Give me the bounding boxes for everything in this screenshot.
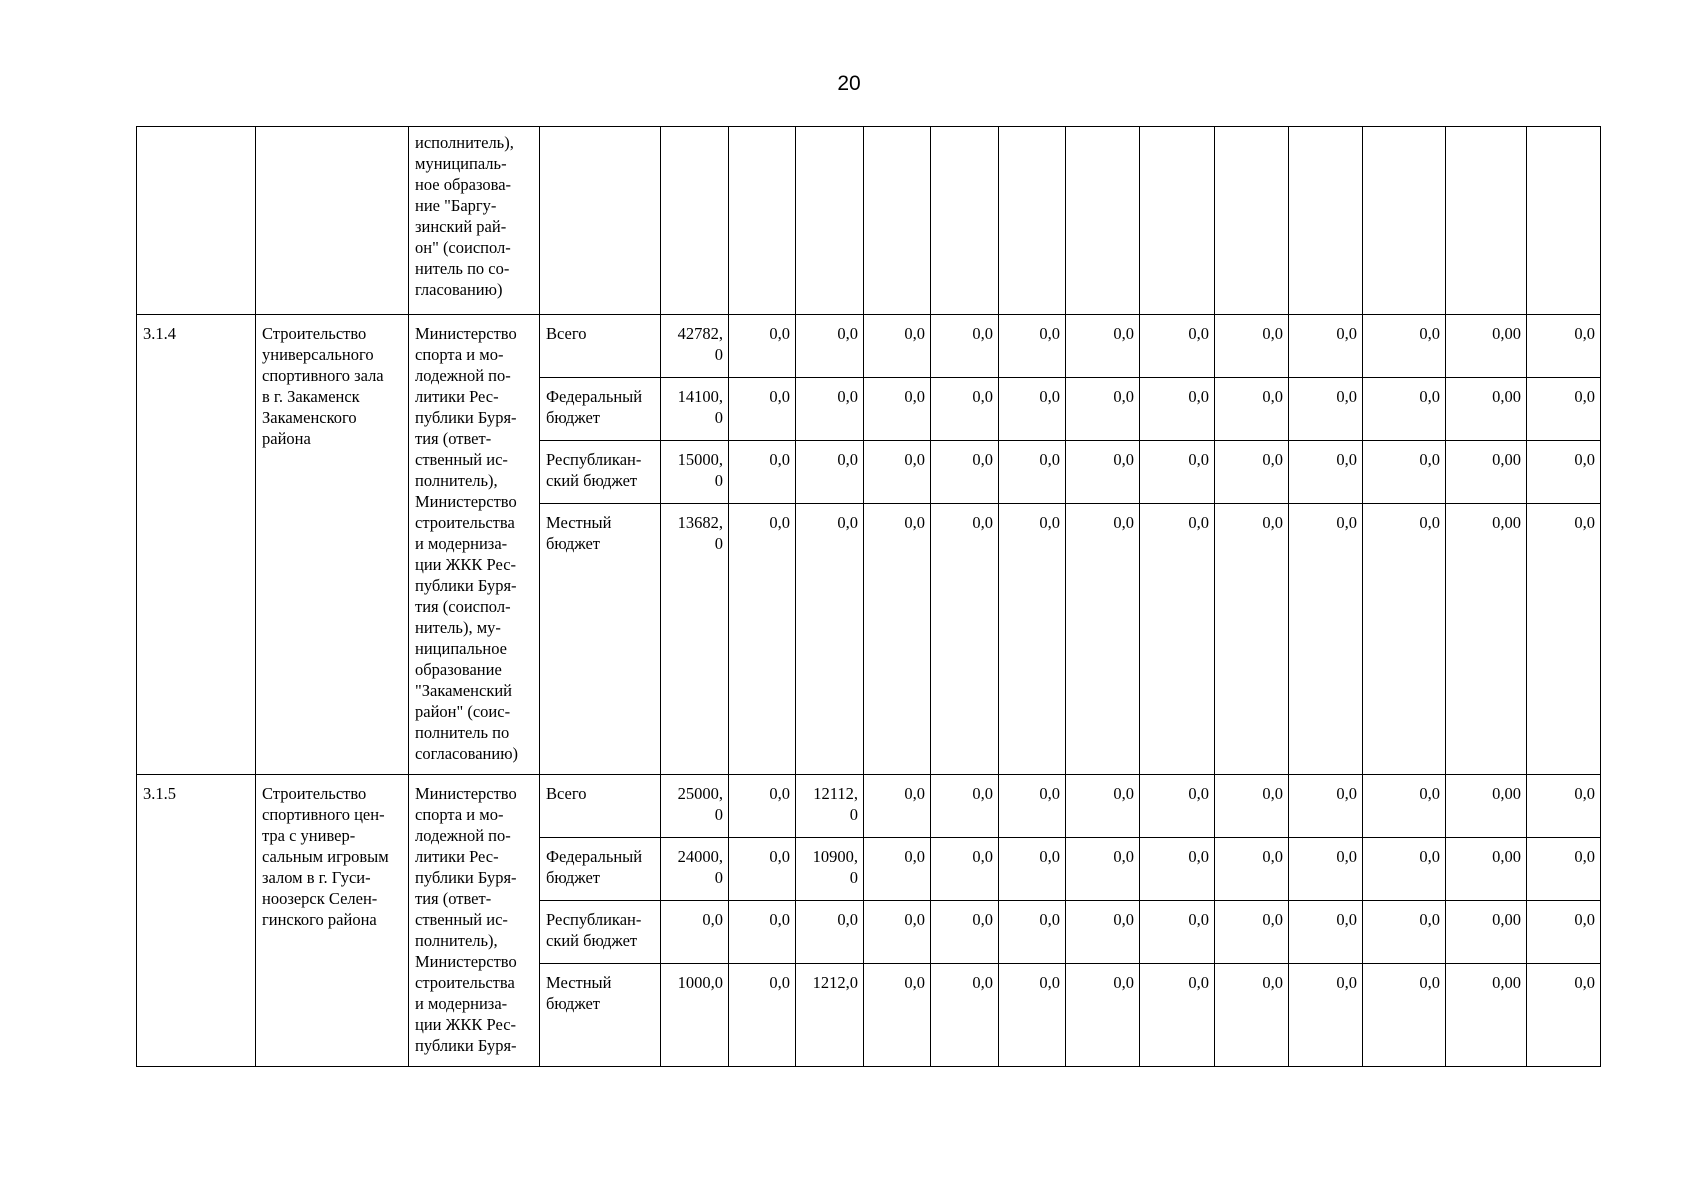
value-cell: 0,0 xyxy=(1140,441,1215,504)
value-cell: 0,0 xyxy=(1215,775,1289,838)
value-cell: 0,0 xyxy=(999,838,1066,901)
value-cell: 0,0 xyxy=(864,838,931,901)
value-cell: 0,0 xyxy=(1066,504,1140,775)
value-cell: 0,0 xyxy=(1066,838,1140,901)
value-cell: 0,0 xyxy=(1215,441,1289,504)
value-cell: 0,0 xyxy=(1066,378,1140,441)
value-cell: 0,0 xyxy=(1215,964,1289,1067)
table-row xyxy=(137,775,1601,838)
value-cell: 0,0 xyxy=(864,775,931,838)
value-cell: 0,0 xyxy=(931,838,999,901)
funding-source: Федеральный бюджет xyxy=(540,838,661,901)
value-cell: 0,0 xyxy=(1363,315,1446,378)
value-cell: 0,0 xyxy=(1140,838,1215,901)
budget-table xyxy=(136,126,1601,1067)
value-cell: 0,0 xyxy=(999,504,1066,775)
empty-cell xyxy=(1215,127,1289,315)
value-cell: 0,0 xyxy=(796,901,864,964)
value-cell: 0,0 xyxy=(1289,504,1363,775)
empty-cell xyxy=(931,127,999,315)
value-cell: 0,00 xyxy=(1446,838,1527,901)
value-cell: 0,0 xyxy=(1527,441,1601,504)
value-cell: 0,0 xyxy=(1066,315,1140,378)
value-cell: 0,0 xyxy=(796,441,864,504)
value-cell: 0,0 xyxy=(864,504,931,775)
item-code: 3.1.4 xyxy=(137,315,256,775)
funding-source: Республикан- ский бюджет xyxy=(540,901,661,964)
value-cell: 0,0 xyxy=(864,315,931,378)
value-cell: 0,0 xyxy=(1289,315,1363,378)
value-cell: 0,0 xyxy=(1066,901,1140,964)
value-cell: 0,0 xyxy=(931,901,999,964)
item-name: Строительство универсального спортивного зала в г. Закаменск Закаменского района xyxy=(256,315,409,775)
funding-source: Местный бюджет xyxy=(540,504,661,775)
value-cell: 0,0 xyxy=(1289,838,1363,901)
empty-cell xyxy=(1289,127,1363,315)
value-cell: 12112, 0 xyxy=(796,775,864,838)
value-cell: 0,00 xyxy=(1446,441,1527,504)
value-cell: 0,0 xyxy=(931,441,999,504)
empty-cell xyxy=(540,127,661,315)
value-cell: 0,0 xyxy=(1215,838,1289,901)
value-cell: 42782, 0 xyxy=(661,315,729,378)
value-cell: 0,0 xyxy=(864,964,931,1067)
value-cell: 0,00 xyxy=(1446,378,1527,441)
value-cell: 0,0 xyxy=(1215,378,1289,441)
value-cell: 0,0 xyxy=(1140,901,1215,964)
value-cell: 0,0 xyxy=(1527,504,1601,775)
value-cell: 0,0 xyxy=(729,378,796,441)
item-executor: Министерство спорта и мо- лодежной по- литики Рес- публики Буря- тия (ответ- ственный ис- полнитель), Министерство строительства и модерниза- ции ЖКК Рес- публики Буря- тия (соиспол- нитель), му- ниципальное образование "Закаменский район" (соис- полнитель по согласованию) xyxy=(409,315,540,775)
value-cell: 0,0 xyxy=(1363,504,1446,775)
value-cell: 0,0 xyxy=(931,378,999,441)
value-cell: 0,0 xyxy=(999,441,1066,504)
value-cell: 15000, 0 xyxy=(661,441,729,504)
value-cell: 0,0 xyxy=(661,901,729,964)
item-executor: Министерство спорта и мо- лодежной по- литики Рес- публики Буря- тия (ответ- ственный ис- полнитель), Министерство строительства и модерниза- ции ЖКК Рес- публики Буря- xyxy=(409,775,540,1067)
value-cell: 0,0 xyxy=(999,964,1066,1067)
value-cell: 0,0 xyxy=(1066,775,1140,838)
item-name: Строительство спортивного цен- тра с универ- сальным игровым залом в г. Гуси- ноозерск Селен- гинского района xyxy=(256,775,409,1067)
value-cell: 0,0 xyxy=(729,441,796,504)
empty-cell xyxy=(1527,127,1601,315)
value-cell: 0,0 xyxy=(1363,964,1446,1067)
value-cell: 0,0 xyxy=(1289,378,1363,441)
value-cell: 0,0 xyxy=(729,838,796,901)
value-cell: 0,0 xyxy=(931,775,999,838)
value-cell: 0,0 xyxy=(864,901,931,964)
value-cell: 0,0 xyxy=(1363,901,1446,964)
value-cell: 0,0 xyxy=(1527,838,1601,901)
value-cell: 0,0 xyxy=(1140,775,1215,838)
value-cell: 0,0 xyxy=(729,315,796,378)
name-cell xyxy=(256,127,409,315)
value-cell: 0,00 xyxy=(1446,964,1527,1067)
empty-cell xyxy=(1066,127,1140,315)
value-cell: 0,0 xyxy=(729,775,796,838)
value-cell: 14100, 0 xyxy=(661,378,729,441)
value-cell: 1212,0 xyxy=(796,964,864,1067)
funding-source: Федеральный бюджет xyxy=(540,378,661,441)
value-cell: 0,0 xyxy=(1215,901,1289,964)
table-row xyxy=(137,315,1601,378)
value-cell: 0,0 xyxy=(1066,964,1140,1067)
value-cell: 0,0 xyxy=(796,378,864,441)
empty-cell xyxy=(1446,127,1527,315)
item-code: 3.1.5 xyxy=(137,775,256,1067)
value-cell: 0,0 xyxy=(1140,964,1215,1067)
value-cell: 0,0 xyxy=(729,901,796,964)
value-cell: 0,0 xyxy=(1140,504,1215,775)
empty-cell xyxy=(1140,127,1215,315)
code-cell xyxy=(137,127,256,315)
value-cell: 0,0 xyxy=(1363,378,1446,441)
value-cell: 0,0 xyxy=(931,315,999,378)
value-cell: 0,0 xyxy=(1363,441,1446,504)
value-cell: 0,0 xyxy=(1363,838,1446,901)
table-body xyxy=(137,127,1601,1067)
value-cell: 0,0 xyxy=(1527,901,1601,964)
value-cell: 0,0 xyxy=(1289,964,1363,1067)
value-cell: 0,0 xyxy=(796,315,864,378)
empty-cell xyxy=(999,127,1066,315)
value-cell: 0,0 xyxy=(796,504,864,775)
value-cell: 0,0 xyxy=(1363,775,1446,838)
value-cell: 0,0 xyxy=(931,964,999,1067)
value-cell: 0,00 xyxy=(1446,504,1527,775)
value-cell: 0,0 xyxy=(1527,964,1601,1067)
empty-cell xyxy=(864,127,931,315)
value-cell: 13682, 0 xyxy=(661,504,729,775)
value-cell: 0,0 xyxy=(864,441,931,504)
value-cell: 0,0 xyxy=(1140,315,1215,378)
value-cell: 24000, 0 xyxy=(661,838,729,901)
value-cell: 0,0 xyxy=(1215,504,1289,775)
funding-source: Всего xyxy=(540,315,661,378)
value-cell: 0,0 xyxy=(999,315,1066,378)
value-cell: 1000,0 xyxy=(661,964,729,1067)
value-cell: 0,0 xyxy=(1066,441,1140,504)
value-cell: 25000, 0 xyxy=(661,775,729,838)
value-cell: 0,0 xyxy=(931,504,999,775)
value-cell: 10900, 0 xyxy=(796,838,864,901)
executor-cell: исполнитель), муниципаль- ное образова- ние "Баргу- зинский рай- он" (соиспол- нитель по со- гласованию) xyxy=(409,127,540,315)
value-cell: 0,0 xyxy=(1289,441,1363,504)
value-cell: 0,00 xyxy=(1446,901,1527,964)
value-cell: 0,0 xyxy=(729,964,796,1067)
value-cell: 0,0 xyxy=(1527,775,1601,838)
funding-source: Всего xyxy=(540,775,661,838)
value-cell: 0,00 xyxy=(1446,315,1527,378)
empty-cell xyxy=(729,127,796,315)
value-cell: 0,0 xyxy=(999,378,1066,441)
page-number: 20 xyxy=(837,72,861,95)
value-cell: 0,0 xyxy=(1289,901,1363,964)
value-cell: 0,0 xyxy=(729,504,796,775)
value-cell: 0,0 xyxy=(864,378,931,441)
value-cell: 0,0 xyxy=(1527,315,1601,378)
funding-source: Местный бюджет xyxy=(540,964,661,1067)
value-cell: 0,0 xyxy=(1215,315,1289,378)
empty-cell xyxy=(661,127,729,315)
continuation-row xyxy=(137,127,1601,315)
empty-cell xyxy=(1363,127,1446,315)
value-cell: 0,0 xyxy=(1527,378,1601,441)
value-cell: 0,0 xyxy=(999,901,1066,964)
value-cell: 0,0 xyxy=(999,775,1066,838)
funding-source: Республикан- ский бюджет xyxy=(540,441,661,504)
value-cell: 0,0 xyxy=(1140,378,1215,441)
value-cell: 0,00 xyxy=(1446,775,1527,838)
empty-cell xyxy=(796,127,864,315)
value-cell: 0,0 xyxy=(1289,775,1363,838)
